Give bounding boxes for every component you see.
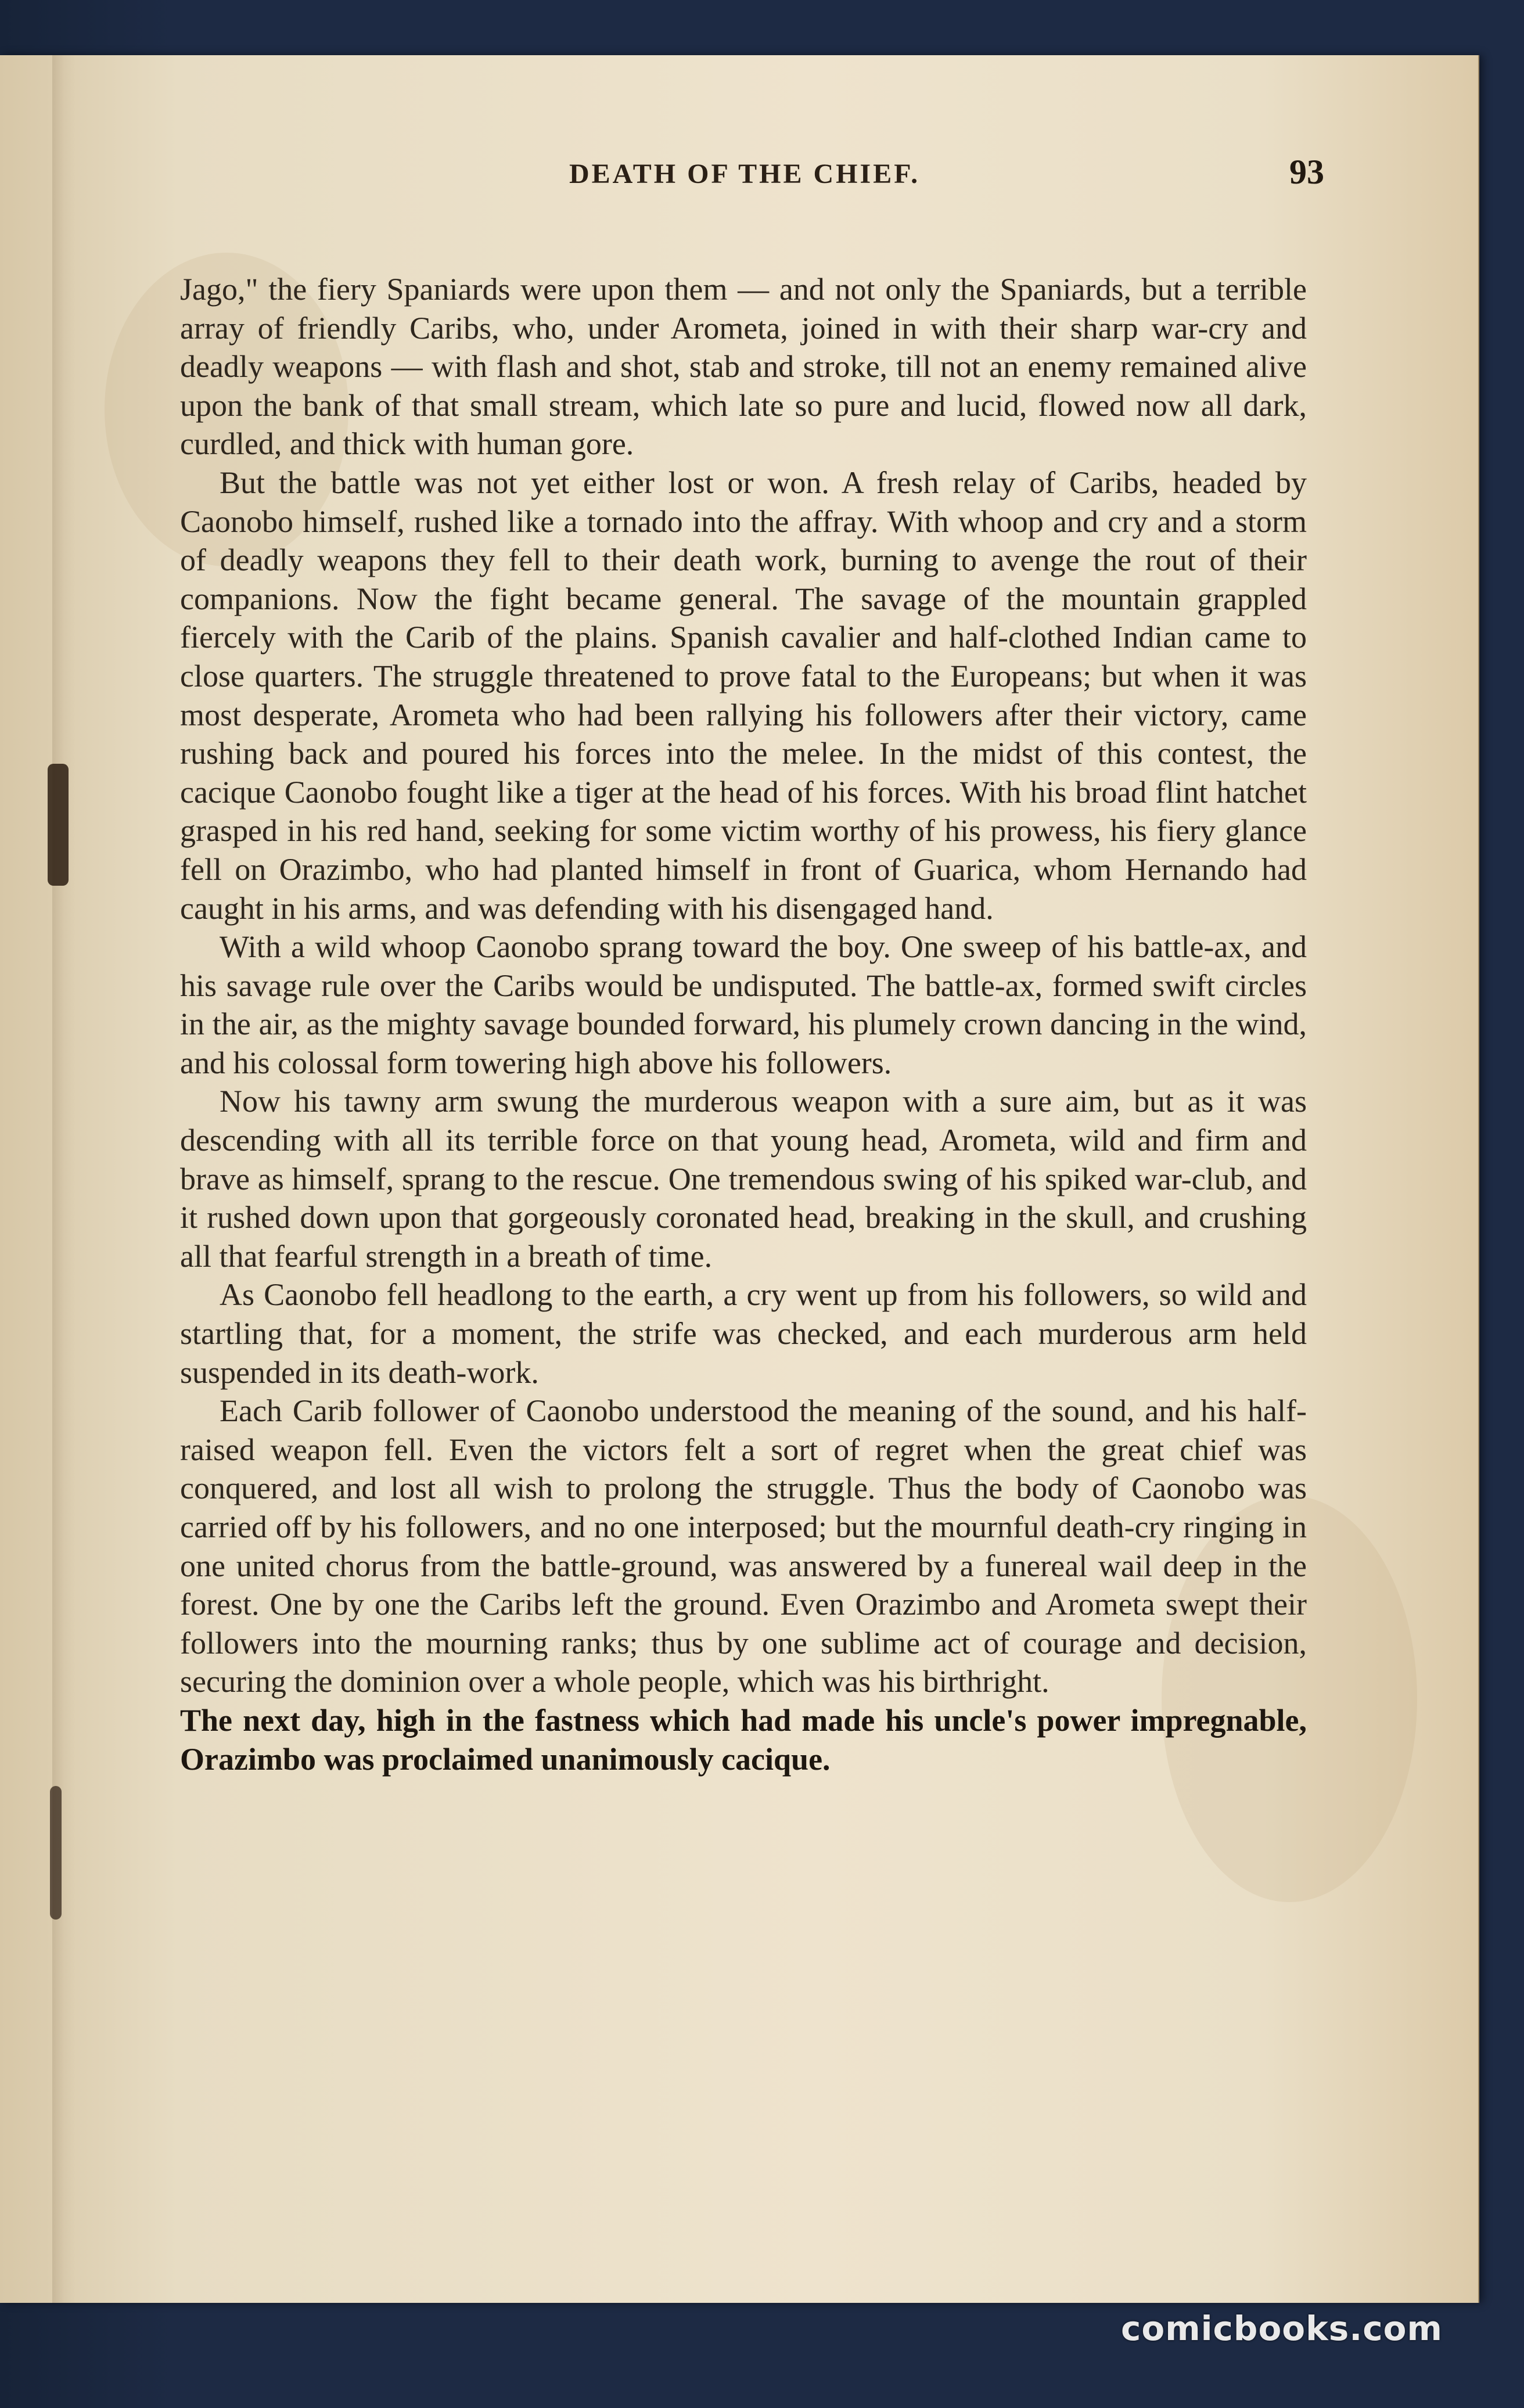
body-text [180,270,1307,1778]
site-watermark: comicbooks.com [1121,2309,1443,2348]
page-number: 93 [1289,153,1324,191]
paragraph: Jago," the fiery Spaniards were upon them — and not only the Spaniards, but a terrible array of friendly Caribs, who, under Arometa, joined in with their sharp war-cry and deadly weapons — with flash and shot, stab and stroke, till not an enemy remained alive upon the bank of that small stream, which late so pure and lucid, flowed now all dark, curdled, and thick with human gore. [180,272,1307,462]
running-title: DEATH OF THE CHIEF. [569,159,921,189]
closing-paragraph: The next day, high in the fastness which had made his uncle's power impregnable, Orazimbo was proclaimed unanimously cacique. [180,1702,1307,1777]
paragraph: Each Carib follower of Caonobo understood the meaning of the sound, and his half-raised weapon fell. Even the victors felt a sort of regret when the great chief was conquered, and lost all wish to prolong the struggle. Thus the body of Caonobo was carried off by his followers, and no one interposed; but the mournful death-cry ringing in one united chorus from the battle-ground, was answered by a funereal wail deep in the forest. One by one the Caribs left the ground. Even Orazimbo and Arometa swept their followers into the mourning ranks; thus by one sublime act of courage and decision, securing the dominion over a whole people, which was his birthright. [180,1393,1307,1699]
binding-tear-mark [50,1786,62,1920]
paragraph: As Caonobo fell headlong to the earth, a cry went up from his followers, so wild and startling that, for a moment, the strife was checked, and each murderous arm held suspended in its death-work. [180,1277,1307,1390]
running-head [180,152,1324,204]
paragraph: With a wild whoop Caonobo sprang toward the boy. One sweep of his battle-ax, and his savage rule over the Caribs would be undisputed. The battle-ax, formed swift circles in the air, as the mighty savage bounded forward, his plumely crown dancing in the wind, and his colossal form towering high above his followers. [180,929,1307,1080]
binding-tear-mark [48,764,69,886]
paragraph: But the battle was not yet either lost or won. A fresh relay of Caribs, headed by Caonobo himself, rushed like a tornado into the affray. With whoop and cry and a storm of deadly weapons they fell to their death work, burning to avenge the rout of their companions. Now the fight became general. The savage of the mountain grappled fiercely with the Carib of the plains. Spanish cavalier and half-clothed Indian came to close quarters. The struggle threatened to prove fatal to the Europeans; but when it was most desperate, Arometa who had been rallying his followers after their victory, came rushing back and poured his forces into the melee. In the midst of this contest, the cacique Caonobo fought like a tiger at the head of his forces. With his broad flint hatchet grasped in his red hand, seeking for some victim worthy of his prowess, his fiery glance fell on Orazimbo, who had planted himself in front of Guarica, whom Hernando had caught in his arms, and was defending with his disengaged hand. [180,465,1307,926]
page-gutter-shadow [52,55,76,2303]
paragraph: Now his tawny arm swung the murderous weapon with a sure aim, but as it was descending with all its terrible force on that young head, Arometa, wild and firm and brave as himself, sprang to the rescue. One tremendous swing of his spiked war-club, and it rushed down upon that gorgeously coronated head, breaking in the skull, and crushing all that fearful strength in a breath of time. [180,1084,1307,1274]
